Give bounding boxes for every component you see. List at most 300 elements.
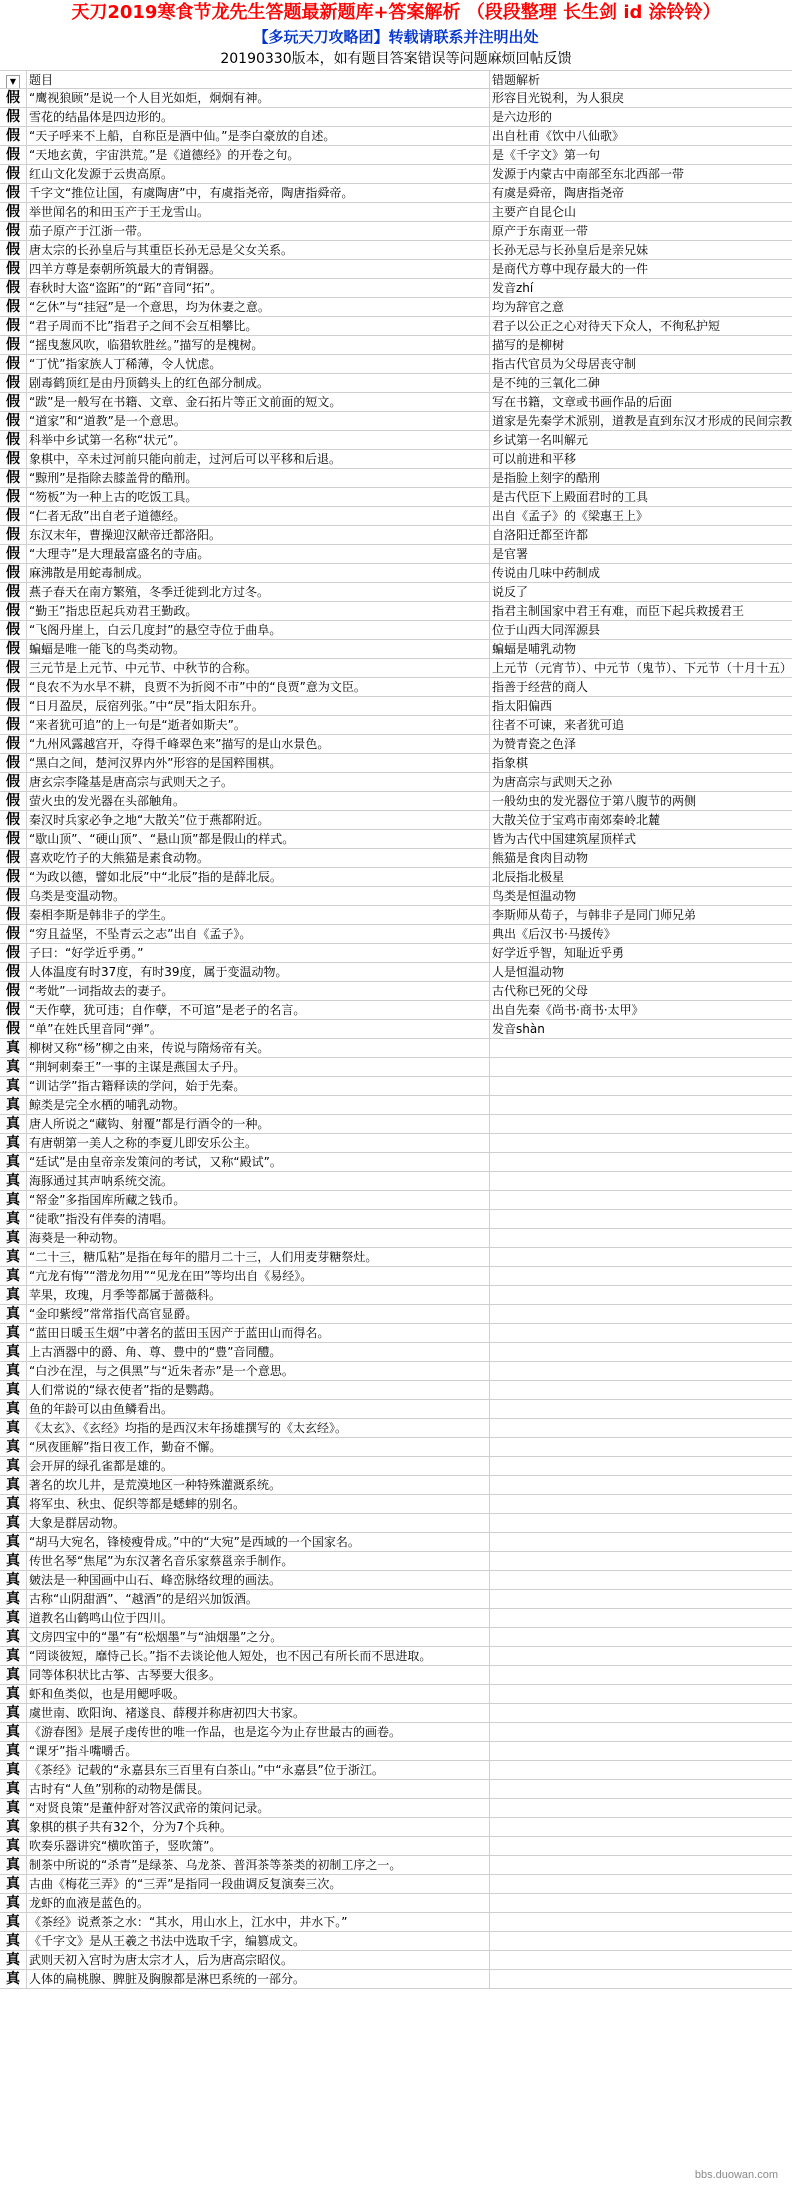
table-row (0, 1647, 792, 1666)
question-cell: 著名的坎儿井，是荒漠地区一种特殊灌溉系统。 (27, 1476, 490, 1494)
verdict-cell: 真 (0, 1457, 27, 1475)
verdict-cell: 假 (0, 735, 27, 753)
answer-cell: 是商代方尊中现存最大的一件 (492, 262, 649, 276)
question-cell: “跋”是一般写在书籍、文章、金石拓片等正文前面的短文。 (27, 393, 490, 411)
table-row (0, 1020, 792, 1039)
table-row (0, 963, 792, 982)
question-cell: “徒歌”指没有伴奏的清唱。 (27, 1210, 490, 1228)
answer-cell: 一般幼虫的发光器位于第八腹节的两侧 (492, 794, 697, 808)
question-cell: “仁者无敌”出自老子道德经。 (27, 507, 490, 525)
verdict-cell: 假 (0, 336, 27, 354)
question-cell: “道家”和“道教”是一个意思。 (27, 412, 490, 430)
question-cell: “考妣”一词指故去的妻子。 (27, 982, 490, 1000)
table-row (0, 1343, 792, 1362)
verdict-cell: 假 (0, 830, 27, 848)
question-cell: 虾和鱼类似，也是用鳃呼吸。 (27, 1685, 490, 1703)
table-row (0, 792, 792, 811)
question-cell: “乞休”与“挂冠”是一个意思，均为休妻之意。 (27, 298, 490, 316)
verdict-cell: 真 (0, 1476, 27, 1494)
verdict-cell: 真 (0, 1153, 27, 1171)
question-cell: 柳树又称“杨”柳之由来，传说与隋炀帝有关。 (27, 1039, 490, 1057)
answer-cell: 长孙无忌与长孙皇后是亲兄妹 (492, 243, 649, 257)
table-row (0, 374, 792, 393)
question-cell: “鹰视狼顾”是说一个人目光如炬，炯炯有神。 (27, 89, 490, 107)
verdict-cell: 真 (0, 1875, 27, 1893)
answer-cell (490, 1571, 792, 1589)
answer-cell: 指太阳偏西 (492, 699, 553, 713)
table-body (0, 89, 792, 1989)
verdict-cell: 真 (0, 1210, 27, 1228)
table-row (0, 165, 792, 184)
table-row (0, 1305, 792, 1324)
verdict-cell: 假 (0, 260, 27, 278)
table-row (0, 1400, 792, 1419)
verdict-cell: 真 (0, 1590, 27, 1608)
answer-cell (490, 1970, 792, 1988)
answer-cell (490, 1419, 792, 1437)
answer-cell: 是六边形的 (492, 110, 553, 124)
verdict-cell: 真 (0, 1856, 27, 1874)
verdict-cell: 假 (0, 659, 27, 677)
table-row (0, 1571, 792, 1590)
table-row (0, 697, 792, 716)
answer-cell (490, 1324, 792, 1342)
question-cell: 子曰：“好学近乎勇。” (27, 944, 490, 962)
verdict-cell: 假 (0, 906, 27, 924)
answer-cell: 发音zhí (492, 281, 534, 295)
answer-cell (490, 1723, 792, 1741)
answer-cell: 人是恒温动物 (492, 965, 565, 979)
table-row (0, 944, 792, 963)
verdict-cell: 假 (0, 184, 27, 202)
table-row (0, 925, 792, 944)
verdict-cell: 假 (0, 279, 27, 297)
answer-cell (490, 1267, 792, 1285)
answer-cell (490, 1438, 792, 1456)
verdict-cell: 真 (0, 1134, 27, 1152)
question-cell: 龙虾的血液是蓝色的。 (27, 1894, 490, 1912)
question-cell: 《茶经》记载的“永嘉县东三百里有白茶山。”中“永嘉县”位于浙江。 (27, 1761, 490, 1779)
page-title: 天刀2019寒食节龙先生答题最新题库+答案解析 （段段整理 长生剑 id 涂铃铃） (71, 2, 721, 23)
verdict-cell: 真 (0, 1286, 27, 1304)
answer-cell: 好学近乎智，知耻近乎勇 (492, 946, 625, 960)
question-cell: 乌类是变温动物。 (27, 887, 490, 905)
question-cell: 海豚通过其声呐系统交流。 (27, 1172, 490, 1190)
verdict-cell: 假 (0, 583, 27, 601)
verdict-cell: 假 (0, 640, 27, 658)
table-row (0, 1552, 792, 1571)
question-cell: 《游春图》是展子虔传世的唯一作品，也是迄今为止存世最古的画卷。 (27, 1723, 490, 1741)
answer-cell: 是不纯的三氧化二砷 (492, 376, 601, 390)
verdict-cell: 真 (0, 1799, 27, 1817)
question-cell: “金印紫绶”常常指代高官显爵。 (27, 1305, 490, 1323)
answer-cell: 大散关位于宝鸡市南郊秦岭北麓 (492, 813, 661, 827)
verdict-cell: 假 (0, 792, 27, 810)
question-cell: 科举中乡试第一名称“状元”。 (27, 431, 490, 449)
verdict-cell: 假 (0, 222, 27, 240)
table-row (0, 1457, 792, 1476)
verdict-cell: 真 (0, 1533, 27, 1551)
table-row (0, 1856, 792, 1875)
answer-cell (490, 1856, 792, 1874)
table-row (0, 1115, 792, 1134)
question-cell: “勤王”指忠臣起兵劝君王勤政。 (27, 602, 490, 620)
table-row (0, 1134, 792, 1153)
answer-cell: 指象棋 (492, 756, 529, 770)
verdict-cell: 假 (0, 507, 27, 525)
question-cell: 麻沸散是用蛇毒制成。 (27, 564, 490, 582)
table-row (0, 1495, 792, 1514)
question-cell: 红山文化发源于云贵高原。 (27, 165, 490, 183)
verdict-cell: 真 (0, 1172, 27, 1190)
answer-cell (490, 1704, 792, 1722)
table-row (0, 1799, 792, 1818)
verdict-cell: 假 (0, 963, 27, 981)
table-row (0, 469, 792, 488)
answer-cell (490, 1780, 792, 1798)
question-cell: 古时有“人鱼”别称的动物是儒艮。 (27, 1780, 490, 1798)
table-row (0, 260, 792, 279)
answer-cell (490, 1191, 792, 1209)
question-cell: 萤火虫的发光器在头部触角。 (27, 792, 490, 810)
verdict-cell: 真 (0, 1571, 27, 1589)
answer-cell: 形容目光锐利，为人狠戾 (492, 91, 625, 105)
table-row (0, 222, 792, 241)
question-cell: “单”在姓氏里音同“弹”。 (27, 1020, 490, 1038)
question-cell: 唐太宗的长孙皇后与其重臣长孙无忌是父女关系。 (27, 241, 490, 259)
question-cell: 人体的扁桃腺、脾脏及胸腺都是淋巴系统的一部分。 (27, 1970, 490, 1988)
question-cell: “训诂学”指古籍释读的学问，始于先秦。 (27, 1077, 490, 1095)
question-cell: “荆轲刺秦王”一事的主谋是燕国太子丹。 (27, 1058, 490, 1076)
table-row (0, 564, 792, 583)
table-row (0, 621, 792, 640)
question-cell: “笏板”为一种上古的吃饭工具。 (27, 488, 490, 506)
answer-cell (490, 1533, 792, 1551)
answer-cell (490, 1362, 792, 1380)
verdict-cell: 真 (0, 1058, 27, 1076)
verdict-cell: 假 (0, 1001, 27, 1019)
question-cell: “黑白之间，楚河汉界内外”形容的是国粹围棋。 (27, 754, 490, 772)
table-row (0, 1951, 792, 1970)
table-row (0, 1172, 792, 1191)
table-row (0, 1837, 792, 1856)
answer-cell (490, 1058, 792, 1076)
verdict-cell: 真 (0, 1761, 27, 1779)
verdict-cell: 真 (0, 1191, 27, 1209)
question-cell: 古称“山阴甜酒”、“越酒”的是绍兴加饭酒。 (27, 1590, 490, 1608)
table-row (0, 127, 792, 146)
question-cell: 人们常说的“绿衣使者”指的是鹦鹉。 (27, 1381, 490, 1399)
question-cell: 三元节是上元节、中元节、中秋节的合称。 (27, 659, 490, 677)
answer-cell: 古代称已死的父母 (492, 984, 589, 998)
answer-cell (490, 1590, 792, 1608)
answer-cell (490, 1172, 792, 1190)
answer-cell (490, 1552, 792, 1570)
answer-cell: 可以前进和平移 (492, 452, 577, 466)
question-cell: 人体温度有时37度，有时39度，属于变温动物。 (27, 963, 490, 981)
question-cell: 将军虫、秋虫、促织等都是蟋蟀的别名。 (27, 1495, 490, 1513)
question-cell: “君子周而不比”指君子之间不会互相攀比。 (27, 317, 490, 335)
verdict-cell: 真 (0, 1400, 27, 1418)
answer-cell (490, 1742, 792, 1760)
verdict-cell: 假 (0, 887, 27, 905)
table-row (0, 1780, 792, 1799)
verdict-cell: 假 (0, 317, 27, 335)
table-row (0, 849, 792, 868)
table-row (0, 1096, 792, 1115)
filter-dropdown-cell[interactable] (0, 71, 27, 88)
table-row (0, 355, 792, 374)
answer-cell: 自洛阳迁都至许都 (492, 528, 589, 542)
table-row (0, 1704, 792, 1723)
verdict-cell: 真 (0, 1894, 27, 1912)
answer-cell (490, 1476, 792, 1494)
question-cell: 大象是群居动物。 (27, 1514, 490, 1532)
verdict-cell: 假 (0, 811, 27, 829)
verdict-cell: 假 (0, 678, 27, 696)
table-row (0, 1381, 792, 1400)
table-row (0, 431, 792, 450)
table-row (0, 602, 792, 621)
question-cell: 秦相李斯是韩非子的学生。 (27, 906, 490, 924)
question-cell: 《太玄》、《玄经》均指的是西汉末年扬雄撰写的《太玄经》。 (27, 1419, 490, 1437)
table-row (0, 1058, 792, 1077)
question-cell: 传世名琴“焦尾”为东汉著名音乐家蔡邕亲手制作。 (27, 1552, 490, 1570)
answer-cell: 典出《后汉书·马援传》 (492, 927, 616, 941)
answer-cell: 上元节（元宵节）、中元节（鬼节）、下元节（十月十五） (492, 661, 792, 675)
filter-dropdown-icon[interactable]: ▼ (6, 75, 20, 89)
answer-cell: 有虞是舜帝，陶唐指尧帝 (492, 186, 625, 200)
answer-cell (490, 1039, 792, 1057)
watermark: bbs.duowan.com (694, 2169, 778, 2181)
question-cell: “摇曳葱风吹，临猎软胜丝。”描写的是槐树。 (27, 336, 490, 354)
answer-cell: 指古代官员为父母居丧守制 (492, 357, 637, 371)
verdict-cell: 假 (0, 89, 27, 107)
table-row (0, 1533, 792, 1552)
verdict-cell: 真 (0, 1970, 27, 1988)
verdict-cell: 真 (0, 1229, 27, 1247)
table-row (0, 1419, 792, 1438)
answer-cell (490, 1134, 792, 1152)
table-row (0, 146, 792, 165)
table-row (0, 773, 792, 792)
verdict-cell: 假 (0, 450, 27, 468)
verdict-cell: 假 (0, 488, 27, 506)
answer-cell (490, 1096, 792, 1114)
table-row (0, 1723, 792, 1742)
table-row (0, 811, 792, 830)
answer-cell: 北辰指北极星 (492, 870, 565, 884)
question-cell: 古曲《梅花三弄》的“三弄”是指同一段曲调反复演奏三次。 (27, 1875, 490, 1893)
answer-cell: 皆为古代中国建筑屋顶样式 (492, 832, 637, 846)
table-row (0, 659, 792, 678)
answer-cell: 是《千字文》第一句 (492, 148, 601, 162)
question-cell: 鲸类是完全水栖的哺乳动物。 (27, 1096, 490, 1114)
verdict-cell: 假 (0, 773, 27, 791)
answer-cell (490, 1932, 792, 1950)
question-cell: 鱼的年龄可以由鱼鳞看出。 (27, 1400, 490, 1418)
table-row (0, 1590, 792, 1609)
verdict-cell: 假 (0, 868, 27, 886)
question-cell: 虞世南、欧阳询、褚遂良、薛稷并称唐初四大书家。 (27, 1704, 490, 1722)
answer-cell: 李斯师从荀子，与韩非子是同门师兄弟 (492, 908, 697, 922)
verdict-cell: 假 (0, 393, 27, 411)
verdict-cell: 真 (0, 1324, 27, 1342)
verdict-cell: 假 (0, 564, 27, 582)
answer-cell: 道家是先秦学术派别，道教是直到东汉才形成的民间宗教 (492, 414, 792, 428)
question-cell: 剧毒鹤顶红是由丹顶鹤头上的红色部分制成。 (27, 374, 490, 392)
table-row (0, 1210, 792, 1229)
table-row (0, 1324, 792, 1343)
answer-cell: 为唐高宗与武则天之孙 (492, 775, 613, 789)
answer-cell (490, 1115, 792, 1133)
verdict-cell: 真 (0, 1267, 27, 1285)
answer-cell (490, 1457, 792, 1475)
verdict-cell: 真 (0, 1647, 27, 1665)
table-row (0, 526, 792, 545)
verdict-cell: 假 (0, 944, 27, 962)
verdict-cell: 真 (0, 1666, 27, 1684)
table-row (0, 1476, 792, 1495)
table-row (0, 1970, 792, 1989)
answer-cell: 乡试第一名叫解元 (492, 433, 589, 447)
table-row (0, 887, 792, 906)
table-row (0, 1267, 792, 1286)
answer-cell (490, 1647, 792, 1665)
question-cell: “帑金”多指国库所藏之钱币。 (27, 1191, 490, 1209)
question-cell: “大理寺”是大理最富盛名的寺庙。 (27, 545, 490, 563)
table-row (0, 1666, 792, 1685)
question-cell: “对贤良策”是董仲舒对答汉武帝的策问记录。 (27, 1799, 490, 1817)
verdict-cell: 假 (0, 716, 27, 734)
answer-cell (490, 1837, 792, 1855)
question-cell: 唐人所说之“藏钩、射覆”都是行酒令的一种。 (27, 1115, 490, 1133)
answer-cell: 主要产自昆仑山 (492, 205, 577, 219)
verdict-cell: 假 (0, 754, 27, 772)
answer-cell (490, 1077, 792, 1095)
question-table (0, 70, 792, 1989)
verdict-cell: 真 (0, 1115, 27, 1133)
answer-cell (490, 1343, 792, 1361)
question-cell: “黥刑”是指除去膝盖骨的酷刑。 (27, 469, 490, 487)
question-cell: “穷且益坚，不坠青云之志”出自《孟子》。 (27, 925, 490, 943)
table-row (0, 640, 792, 659)
question-cell: “胡马大宛名，锋棱瘦骨成。”中的“大宛”是西域的一个国家名。 (27, 1533, 490, 1551)
question-cell: “飞阁丹崖上，白云几度封”的悬空寺位于曲阜。 (27, 621, 490, 639)
answer-cell (490, 1229, 792, 1247)
table-row (0, 1761, 792, 1780)
table-row (0, 1001, 792, 1020)
question-cell: 东汉末年，曹操迎汉献帝迁都洛阳。 (27, 526, 490, 544)
table-row (0, 108, 792, 127)
table-row (0, 1894, 792, 1913)
answer-cell: 蝙蝠是哺乳动物 (492, 642, 577, 656)
table-row (0, 1875, 792, 1894)
table-row (0, 1932, 792, 1951)
verdict-cell: 假 (0, 127, 27, 145)
verdict-cell: 真 (0, 1628, 27, 1646)
verdict-cell: 假 (0, 412, 27, 430)
question-cell: “白沙在涅，与之俱黑”与“近朱者赤”是一个意思。 (27, 1362, 490, 1380)
table-row (0, 488, 792, 507)
table-row (0, 868, 792, 887)
table-row (0, 1818, 792, 1837)
question-cell: “日月盈昃，辰宿列张。”中“昃”指太阳东升。 (27, 697, 490, 715)
table-row (0, 1609, 792, 1628)
answer-cell (490, 1799, 792, 1817)
verdict-cell: 假 (0, 849, 27, 867)
table-row (0, 1742, 792, 1761)
answer-cell: 出自先秦《尚书·商书·太甲》 (492, 1003, 644, 1017)
verdict-cell: 假 (0, 469, 27, 487)
verdict-cell: 真 (0, 1343, 27, 1361)
answer-cell (490, 1286, 792, 1304)
question-cell: “蓝田日暖玉生烟”中著名的蓝田玉因产于蓝田山而得名。 (27, 1324, 490, 1342)
answer-cell: 鸟类是恒温动物 (492, 889, 577, 903)
table-row (0, 1039, 792, 1058)
answer-cell: 君子以公正之心对待天下众人，不徇私护短 (492, 319, 721, 333)
answer-cell (490, 1305, 792, 1323)
question-cell: “天作孽，犹可违；自作孽，不可逭”是老子的名言。 (27, 1001, 490, 1019)
verdict-cell: 假 (0, 526, 27, 544)
question-cell: 制茶中所说的“杀青”是绿茶、乌龙茶、普洱茶等茶类的初制工序之一。 (27, 1856, 490, 1874)
question-cell: “九州风露越宫开，夺得千峰翠色来”描写的是山水景色。 (27, 735, 490, 753)
verdict-cell: 真 (0, 1685, 27, 1703)
verdict-cell: 真 (0, 1514, 27, 1532)
question-cell: “天地玄黄，宇宙洪荒。”是《道德经》的开卷之句。 (27, 146, 490, 164)
table-row (0, 317, 792, 336)
answer-cell: 位于山西大同浑源县 (492, 623, 601, 637)
answer-cell: 发音shàn (492, 1022, 545, 1036)
verdict-cell: 真 (0, 1818, 27, 1836)
question-cell: 蝙蝠是唯一能飞的鸟类动物。 (27, 640, 490, 658)
table-row (0, 1438, 792, 1457)
answer-cell: 发源于内蒙古中南部至东北西部一带 (492, 167, 685, 181)
table-row (0, 1248, 792, 1267)
header (0, 0, 792, 70)
verdict-cell: 假 (0, 545, 27, 563)
table-row (0, 279, 792, 298)
answer-cell (490, 1210, 792, 1228)
question-cell: “来者犹可追”的上一句是“逝者如斯夫”。 (27, 716, 490, 734)
table-row (0, 1286, 792, 1305)
table-row (0, 1191, 792, 1210)
question-cell: “良农不为水旱不耕，良贾不为折阅不市”中的“良贾”意为文臣。 (27, 678, 490, 696)
table-row (0, 89, 792, 108)
table-row (0, 298, 792, 317)
verdict-cell: 真 (0, 1039, 27, 1057)
table-row (0, 545, 792, 564)
question-cell: “二十三，糖瓜粘”是指在每年的腊月二十三，人们用麦芽糖祭灶。 (27, 1248, 490, 1266)
answer-cell (490, 1248, 792, 1266)
question-cell: 同等体积状比古筝、古琴要大很多。 (27, 1666, 490, 1684)
verdict-cell: 真 (0, 1932, 27, 1950)
table-row (0, 754, 792, 773)
question-cell: “天子呼来不上船，自称臣是酒中仙。”是李白豪放的自述。 (27, 127, 490, 145)
table-row (0, 735, 792, 754)
question-cell: 上古酒器中的爵、角、尊、豊中的“豊”音同醴。 (27, 1343, 490, 1361)
question-cell: “丁忧”指家族人丁稀薄，令人忧虑。 (27, 355, 490, 373)
answer-cell (490, 1400, 792, 1418)
verdict-cell: 假 (0, 203, 27, 221)
table-row (0, 1913, 792, 1932)
verdict-cell: 真 (0, 1837, 27, 1855)
table-row (0, 336, 792, 355)
table-row (0, 830, 792, 849)
verdict-cell: 假 (0, 982, 27, 1000)
answer-cell: 是官署 (492, 547, 529, 561)
answer-cell (490, 1875, 792, 1893)
